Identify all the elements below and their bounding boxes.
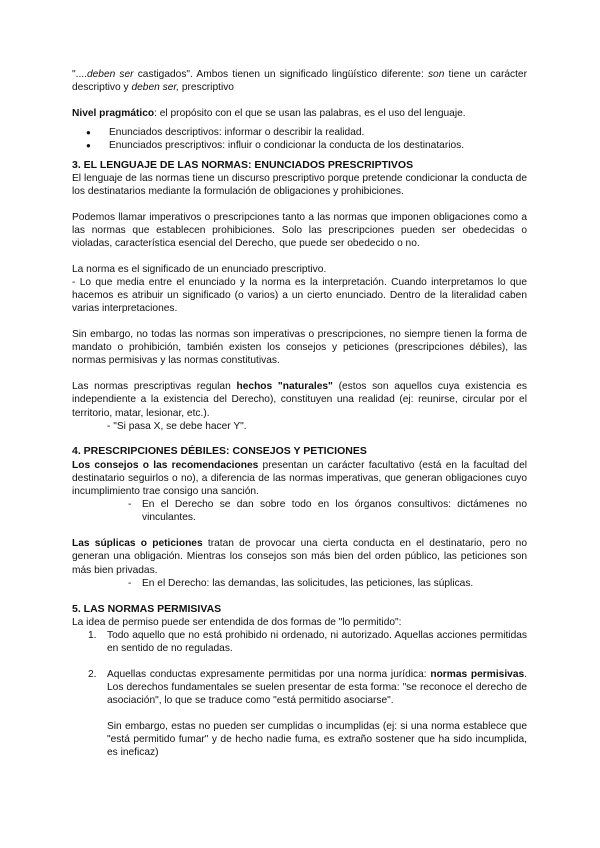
text-span: Aquellas conductas expresamente permitidas por una norma jurídica: — [107, 668, 431, 680]
paragraph: Podemos llamar imperativos o prescripciones tanto a las normas que imponen obligaciones como a las normas que establecen prohibiciones. Solo las prescripciones pueden ser obedecidas o violadas, característica esencial del Derecho, que puede ser obedecido o no. — [72, 211, 527, 250]
list-item: ● Enunciados descriptivos: informar o describir la realidad. — [72, 126, 527, 139]
paragraph-indented: Sin embargo, estas no pueden ser cumplidas o incumplidas (ej: si una norma establece que "está permitido fumar" y de hecho nadie fuma, es extraño sostener que ha sido incumplida, es ineficaz) — [107, 720, 527, 759]
dash-item — [72, 498, 527, 524]
text-span: . Los derechos fundamentales se suelen presentar de esta forma: "se reconoce el derecho de asociación", lo que se traduce como "está permitido asociarse". — [107, 668, 527, 707]
paragraph — [72, 459, 527, 499]
list-number: 2. — [88, 668, 97, 680]
dash-item — [72, 577, 527, 590]
paragraph-dash: - "Si pasa X, se debe hacer Y". — [107, 420, 247, 432]
text-span: En el Derecho se dan sobre todo en los órganos consultivos: dictámenes no vinculantes. — [142, 499, 527, 524]
paragraph — [72, 380, 527, 420]
dash-marker: - — [128, 499, 132, 511]
paragraph: La idea de permiso puede ser entendida de dos formas de "lo permitido": — [72, 616, 402, 628]
bold-term: Nivel pragmático — [72, 107, 155, 119]
text-span: Las normas prescriptivas regulan — [72, 381, 237, 393]
text-span: ".... — [72, 69, 87, 80]
paragraph-pragmatic — [72, 107, 527, 120]
italic-text: son — [427, 69, 445, 80]
bold-term: normas permisivas — [430, 668, 525, 680]
paragraph: Sin embargo, no todas las normas son imperativas o prescripciones, no siempre tienen la forma de mandato o prohibición, también existen los consejos y peticiones (prescripciones débiles), las normas permisivas y las normas constitutivas. — [72, 329, 527, 367]
text-span: (estos son aquellos cuya existencia es independiente a la existencia del Derecho), constituyen una realidad (ej: reunirse, circular por el territorio, matar, lesionar, etc.). — [72, 381, 527, 419]
paragraph-dash: - Lo que media entre el enunciado y la norma es la interpretación. Cuando interpretamos lo que hacemos es atribuir un significado (o varios) a un cierto enunciado. Dentro de la literalidad caben varias interpretaciones. — [72, 276, 527, 315]
numbered-item — [72, 629, 527, 655]
italic-text: deben ser, — [131, 82, 180, 94]
section-heading-5: 5. LAS NORMAS PERMISIVAS — [72, 602, 222, 615]
paragraph: El lenguaje de las normas tiene un discurso prescriptivo porque pretende condicionar la conducta de los destinatarios mediante la formulación de obligaciones y prohibiciones. — [72, 172, 527, 197]
paragraph — [72, 537, 527, 577]
dash-marker: - — [128, 577, 132, 589]
bullet-list — [72, 126, 527, 152]
list-number: 1. — [88, 629, 97, 641]
text-span: tiene un carácter descriptivo y — [72, 69, 527, 94]
paragraph-intro — [72, 68, 527, 94]
text-span: tratan de provocar una cierta conducta en el destinatario, pero no generan una obligación. Mientras los consejos son más bien del orden público, las peticiones son más bien privadas. — [72, 538, 527, 576]
list-item: ● Enunciados prescriptivos: influir o condicionar la conducta de los destinatarios. — [72, 139, 527, 152]
section-heading-4: 4. PRESCRIPCIONES DÉBILES: CONSEJOS Y PETICIONES — [72, 445, 367, 458]
numbered-item — [72, 668, 527, 708]
bold-term: Las súplicas o peticiones — [72, 538, 203, 550]
bold-term: hechos "naturales" — [236, 381, 333, 393]
text-span: : el propósito con el que se usan las palabras, es el uso del lenguaje. — [154, 107, 466, 119]
text-span: presentan un carácter facultativo (está en la facultad del destinatario seguirlos o no), a diferencia de las normas imperativas, que generan obligaciones cuyo incumplimiento trae consigo una sanción. — [72, 459, 527, 498]
text-span: prescriptivo — [179, 82, 234, 94]
text-span: Todo aquello que no está prohibido ni ordenado, ni autorizado. Aquellas acciones permitidas en sentido de no reguladas. — [107, 629, 527, 655]
bold-term: Los consejos o las recomendaciones — [72, 459, 259, 471]
text-span: En el Derecho: las demandas, las solicitudes, las peticiones, las súplicas. — [142, 577, 474, 589]
italic-text: deben ser — [86, 69, 134, 80]
paragraph: La norma es el significado de un enunciado prescriptivo. — [72, 263, 327, 275]
text-span: castigados". Ambos tienen un significado lingüístico diferente: — [133, 69, 428, 80]
section-heading-3: 3. EL LENGUAJE DE LAS NORMAS: ENUNCIADOS PRESCRIPTIVOS — [72, 158, 414, 171]
document-page — [72, 68, 527, 760]
